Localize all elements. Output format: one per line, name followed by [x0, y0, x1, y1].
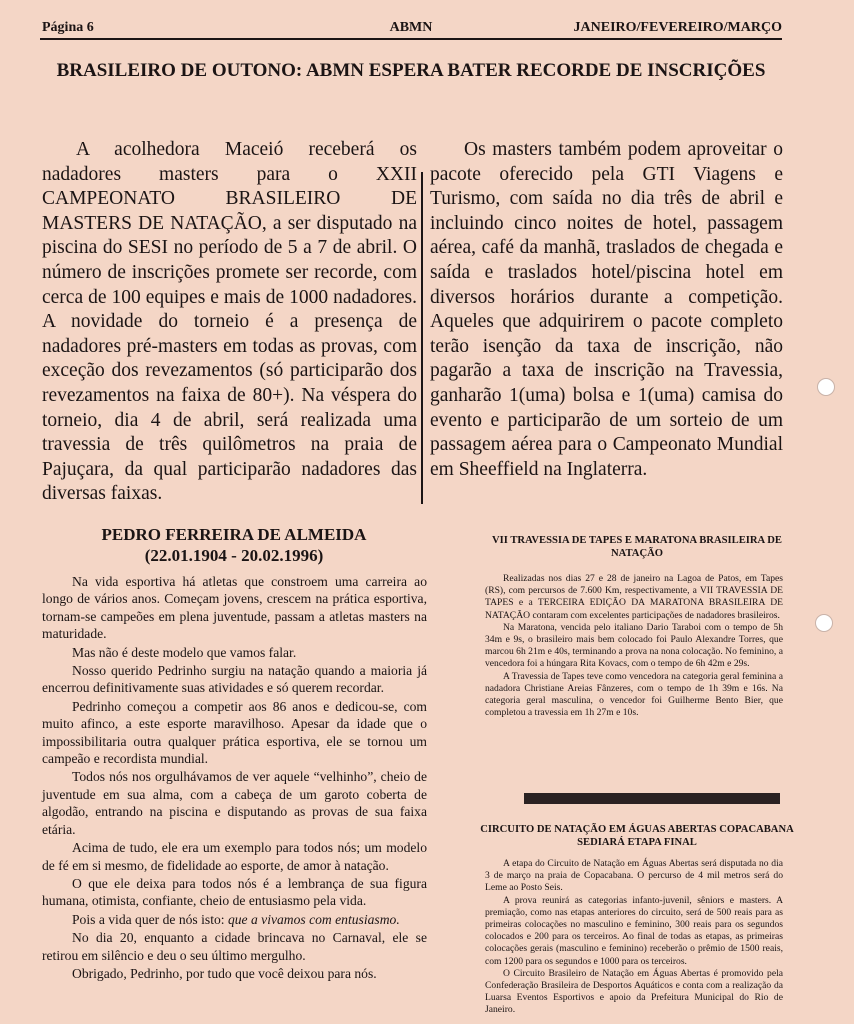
- travessia-paragraph: Na Maratona, vencida pelo italiano Dario Taraboi com o tempo de 5h 34m e 9s, o brasileiro mais bem colocado foi Paulo Alexandre Torres, que marcou 6h 21m e 40s, terminando a prova na nona colocação. No feminino, a vencedora foi a húngara Rita Kovacs, com o tempo de 6h 42m e 29s.: [485, 621, 783, 670]
- main-headline: BRASILEIRO DE OUTONO: ABMN ESPERA BATER RECORDE DE INSCRIÇÕES: [56, 60, 766, 81]
- page-header: [40, 18, 782, 40]
- travessia-body: [485, 573, 783, 719]
- obituary-paragraph: Nosso querido Pedrinho surgiu na natação quando a maioria já encerrou definitivamente suas atividades e só querem recordar.: [42, 663, 427, 696]
- obituary-dates: (22.01.1904 - 20.02.1996): [144, 546, 324, 565]
- obituary-paragraph: Acima de tudo, ele era um exemplo para todos nós; um modelo de fé em si mesmo, de fidelidade ao esporte, de amor à natação.: [42, 840, 427, 873]
- obituary-body: [42, 573, 427, 983]
- obituary-paragraph: Pedrinho começou a competir aos 86 anos e dedicou-se, com muito afinco, a este esporte maravilhoso. Apesar da idade que o impossibilitaria outra qualquer prática esportiva, ele se tornou um campeão e recordista mundial.: [42, 698, 427, 767]
- binder-hole: [817, 378, 835, 396]
- circuito-paragraph: A etapa do Circuito de Natação em Águas Abertas será disputada no dia 3 de março na praia de Copacabana. O percurso de 4 mil metros será do Leme ao Posto Seis.: [485, 858, 783, 894]
- section-separator-bar: [524, 793, 780, 804]
- obituary-paragraph: O que ele deixa para todos nós é a lembrança de sua figura humana, otimista, confiante, cheio de entusiasmo pela vida.: [42, 875, 427, 909]
- page-number: Página 6: [42, 20, 94, 35]
- obituary-paragraph: No dia 20, enquanto a cidade brincava no Carnaval, ele se retirou em silêncio e deu o seu último mergulho.: [42, 930, 427, 963]
- circuito-paragraph: A prova reunirá as categorias infanto-juvenil, sêniors e masters. A premiação, como nas etapas anteriores do circuito, será de 500 reais para as primeiras colocações no masculino e feminino, 300 reais para os segundos colocados e 200 para os terceiros. Ao final de todas as etapas, as primeiras colocações gerais (masculino e feminino) receberão o prêmio de 1500 reais, com 1200 para os segundos e 1000 para os terceiros.: [485, 894, 783, 967]
- obituary-name: PEDRO FERREIRA DE ALMEIDA: [101, 525, 367, 544]
- main-article-right-text: Os masters também podem aproveitar o pacote oferecido pela GTI Viagens e Turismo, com saída no dia três de abril e incluindo cinco noites de hotel, passagem aérea, café da manhã, traslados de chegada e saída e traslados hotel/piscina hotel em diversos horários durante a competição. Aqueles que adquirirem o pacote completo terão isenção da taxa de inscrição, não pagarão a taxa de inscrição na Travessia, ganharão 1(uma) bolsa e 1(uma) camisa do evento e participarão de um sorteio de um passagem aérea para o Campeonato Mundial em Sheeffield na Inglaterra.: [430, 139, 783, 480]
- circuito-headline: CIRCUITO DE NATAÇÃO EM ÁGUAS ABERTAS COPACABANA SEDIARÁ ETAPA FINAL: [480, 824, 794, 848]
- main-article-right-column: [430, 138, 783, 482]
- travessia-paragraph: A Travessia de Tapes teve como vencedora na categoria geral feminina a nadadora Christiane Areias Fânzeres, com o tempo de 1h 39m e 16s. Na categoria geral masculina, o vencedor foi Guilherme Bento Bier, que completou a travessia em 1h 27m e 10s.: [485, 670, 783, 719]
- publication-name: ABMN: [389, 20, 433, 35]
- circuito-body: [485, 858, 783, 1017]
- travessia-paragraph: Realizadas nos dias 27 e 28 de janeiro na Lagoa de Patos, em Tapes (RS), com percursos de 7.600 Km, respectivamente, a VII TRAVESSIA DE TAPES e a TERCEIRA EDIÇÃO DA MARATONA BRASILEIRA DE NATAÇÃO contaram com excelentes participações de nadadores brasileiros.: [485, 573, 783, 621]
- obituary-quote: que a vivamos com entusiasmo.: [227, 911, 400, 927]
- column-divider: [421, 172, 423, 504]
- obituary-paragraph: Mas não é deste modelo que vamos falar.: [72, 644, 297, 660]
- circuito-paragraph: O Circuito Brasileiro de Natação em Águas Abertas é promovido pela Confederação Brasileira de Desportos Aquáticos e conta com a realização da Luarsa Eventos Esportivos e apoio da Prefeitura Municipal do Rio de Janeiro.: [485, 967, 783, 1016]
- main-article-left-text: A acolhedora Maceió receberá os nadadores masters para o XXII CAMPEONATO BRASILEIRO DE MASTERS DE NATAÇÃO, a ser disputado na piscina do SESI no período de 5 a 7 de abril. O número de inscrições promete ser recorde, com cerca de 100 equipes e mais de 1000 nadadores. A novidade do torneio é a presença de nadadores pré-masters em todas as provas, com exceção dos revezamentos (só participarão dos revezamentos na faixa de 80+). Na véspera do torneio, dia 4 de abril, será realizada uma travessia de três quilômetros na praia de Pajuçara, da qual participarão nadadores das diversas faixas.: [42, 139, 417, 505]
- obituary-quote-lead: Pois a vida quer de nós isto:: [72, 911, 228, 927]
- issue-date: JANEIRO/FEVEREIRO/MARÇO: [573, 20, 782, 35]
- main-article-left-column: [42, 138, 417, 507]
- binder-hole: [815, 614, 833, 632]
- obituary-paragraph: Todos nós nos orgulhávamos de ver aquele “velhinho”, cheio de juventude em sua alma, com a cabeça de um garoto coberta de algodão, entrando na piscina e disputando as provas de sua faixa etária.: [42, 769, 427, 837]
- obituary-paragraph: Na vida esportiva há atletas que constroem uma carreira ao longo de vários anos. Começam jovens, crescem na prática esportiva, tornam-se campeões em plena juventude, passam a atletas masters na maturidade.: [42, 574, 427, 642]
- obituary-quote-paragraph: [42, 911, 427, 928]
- travessia-headline: VII TRAVESSIA DE TAPES E MARATONA BRASILEIRA DE NATAÇÃO: [492, 535, 782, 559]
- obituary-paragraph: Obrigado, Pedrinho, por tudo que você deixou para nós.: [72, 965, 377, 981]
